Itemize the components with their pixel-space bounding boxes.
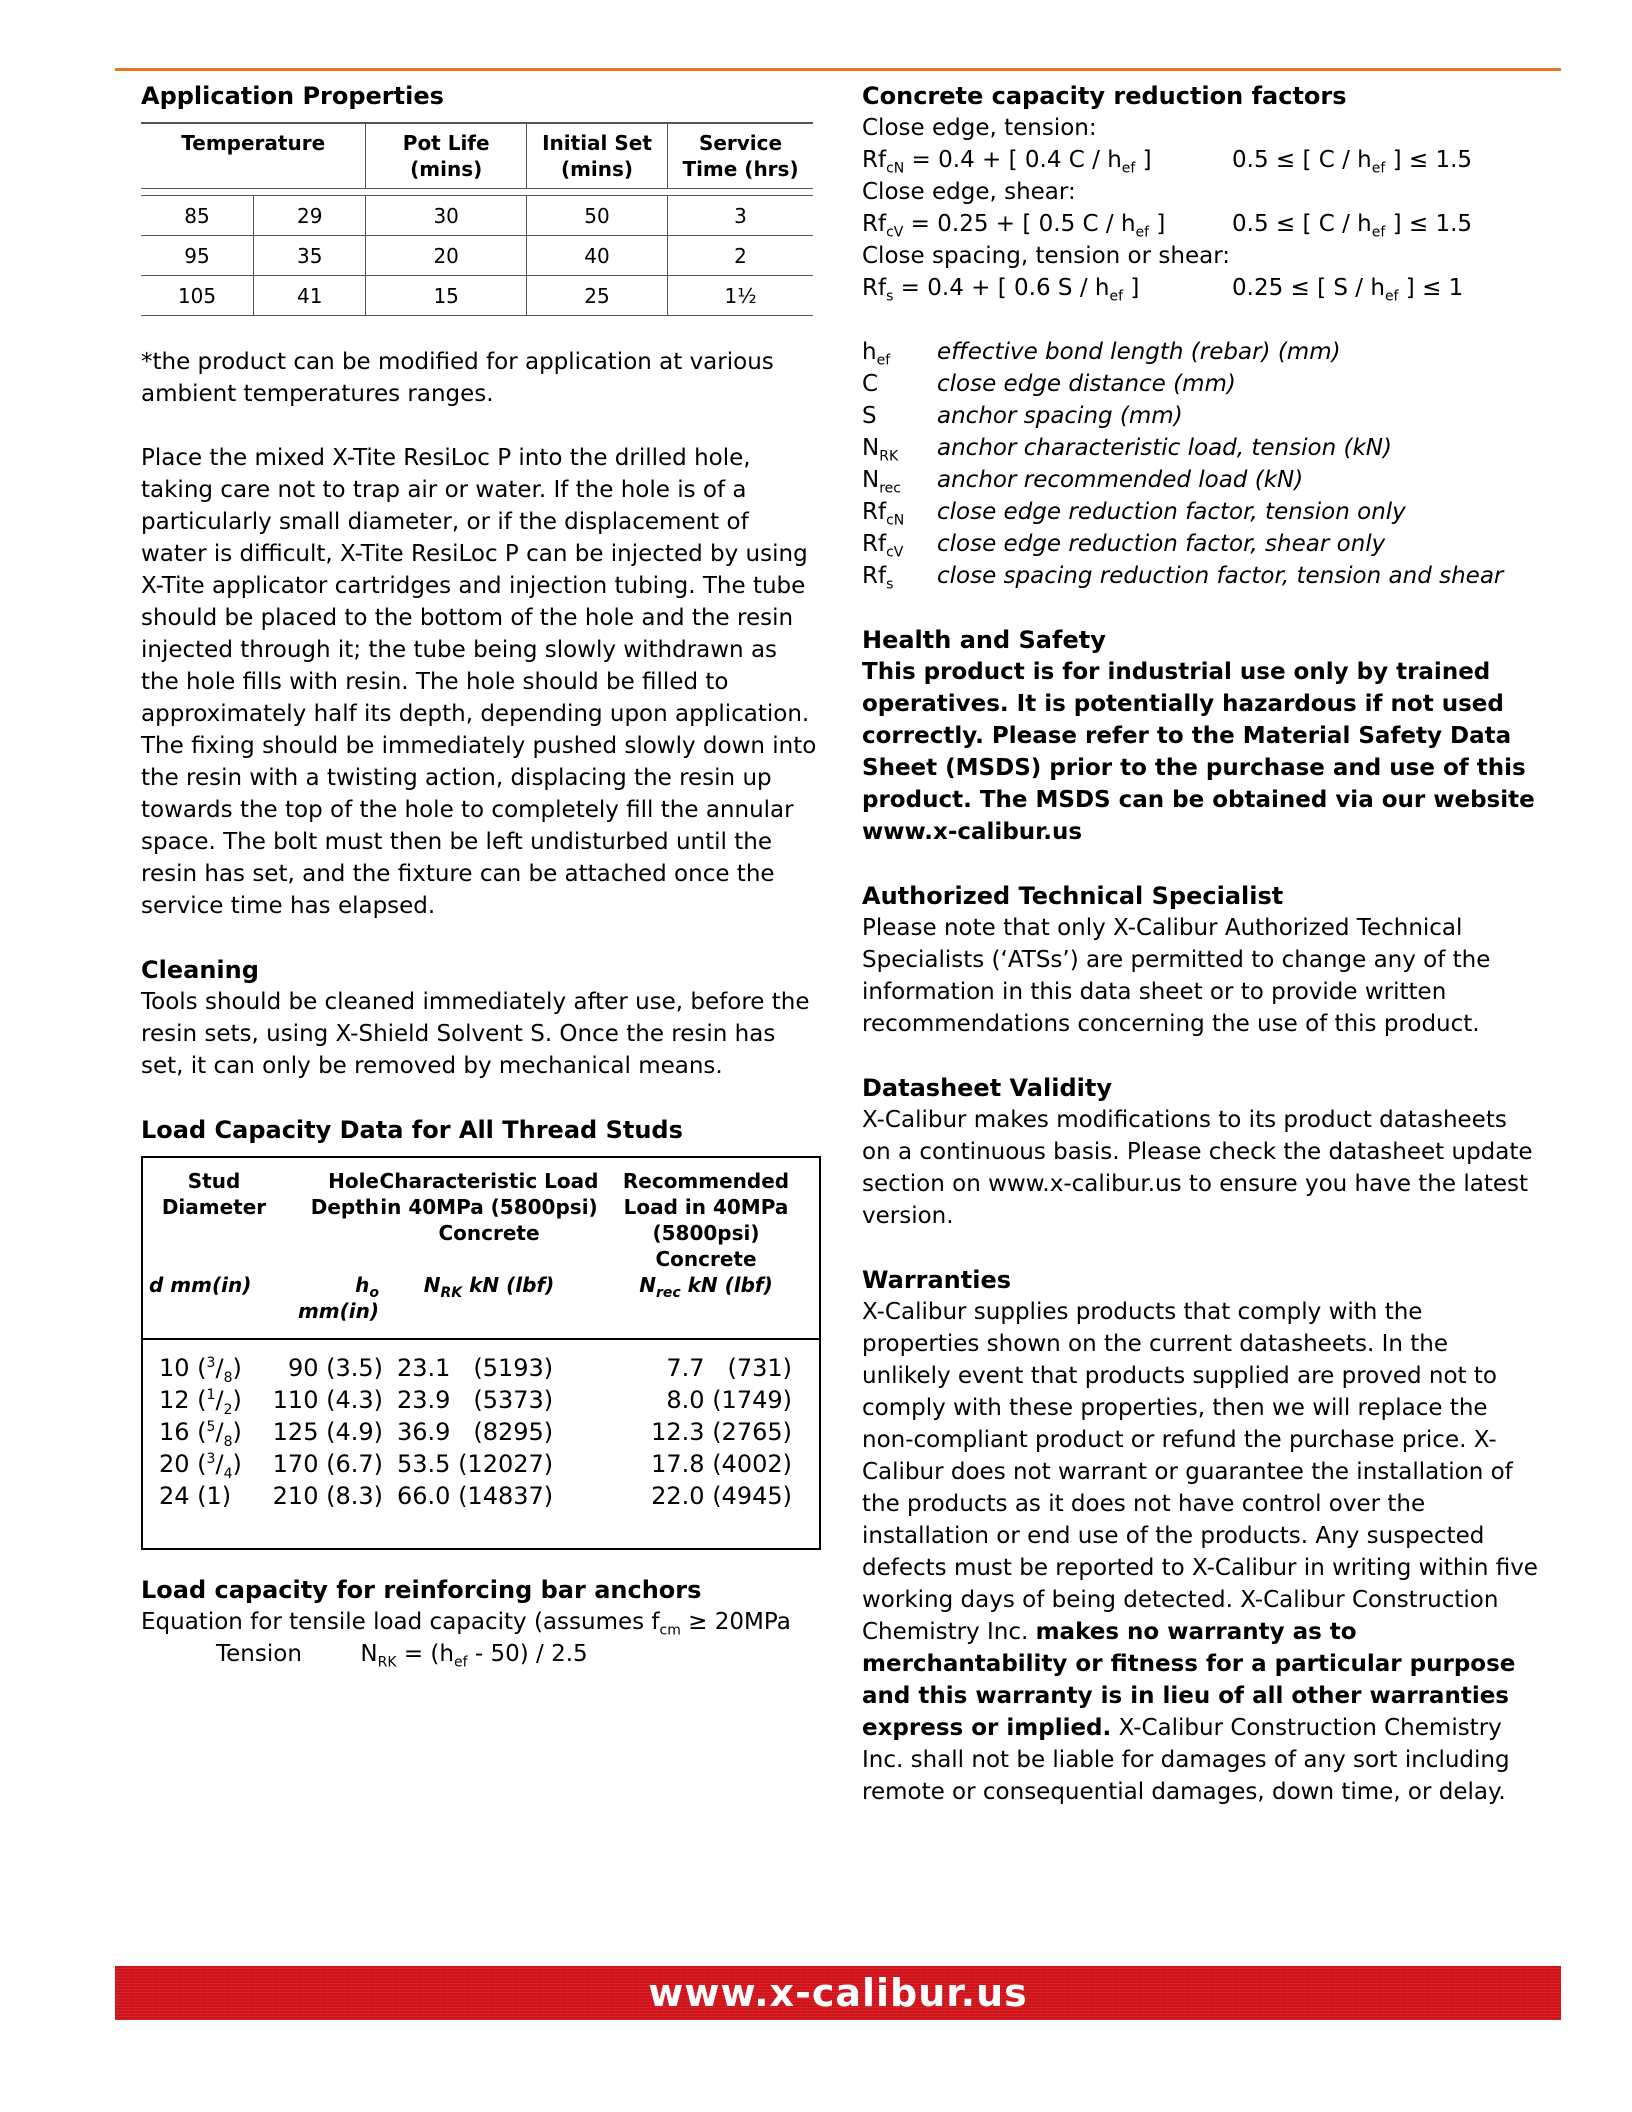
health-heading: Health and Safety <box>862 626 1106 654</box>
footer-banner <box>115 1966 1561 2020</box>
header-stud-diameter: Stud Diameter <box>161 1169 267 1219</box>
load-table-header <box>149 1168 813 1324</box>
list-item: $Rf_s$ close spacing reduction factor, tension and shear <box>862 563 1504 593</box>
table-row: 24 (1) 210 (8.3) 66.0 (14837) 22.0 (4945) <box>159 1482 792 1510</box>
table-row: 20 $(^3/_4)$ 170 (6.7) 53.5 (12027) 17.8 (4002) <box>159 1450 792 1482</box>
health-text: This product is for industrial use only by trained operatives. It is potentially hazardous if not used correctly. Please refer to the Material Safety Data Sheet (MSDS) prior to the purchase and use of this product. The MSDS can be obtained via our website www.x-calibur.us <box>862 659 1535 845</box>
header-recommended-load: Recommended Load in 40MPa (5800psi) Concrete <box>622 1169 790 1271</box>
table-row: 105 41 15 25 1½ <box>141 276 813 316</box>
list-item: $Rf_{cN}$ close edge reduction factor, tension only <box>862 499 1406 529</box>
list-item: C close edge distance (mm) <box>862 371 1236 397</box>
warranties-text: X-Calibur supplies products that comply with the properties shown on the current datasheets. In the unlikely event that products supplied are proved not to comply with these properties, then we will replace the non-compliant product or refund the purchase price. X-Calibur does not warrant or guarantee the installation of the products as it does not have control over the installation or end use of the products. Any suspected defects must be reported to X-Calibur in writing within five working days of being detected. X-Calibur Construction Chemistry Inc. makes no warranty as to merchantability or fitness for a particular purpose and this warranty is in lieu of all other warranties express or implied. X-Calibur Construction Chemistry Inc. shall not be liable for damages of any sort including remote or consequential damages, down time, or delay. <box>862 1299 1538 1805</box>
list-item: $N_{rec}$ anchor recommended load (kN) <box>862 467 1304 497</box>
table-row: 85 29 30 50 3 <box>141 196 813 236</box>
table-row: 16 $(^5/_8)$ 125 (4.9) 36.9 (8295) 12.3 (2765) <box>159 1418 792 1450</box>
cleaning-text: Tools should be cleaned immediately after use, before the resin sets, using X-Shield Solvent S. Once the resin has set, it can only be removed by mechanical means. <box>141 989 810 1079</box>
rebar-heading: Load capacity for reinforcing bar anchors <box>141 1576 702 1604</box>
table-row: 12 $(^1/_2)$ 110 (4.3) 23.9 (5373) 8.0 (1749) <box>159 1386 792 1418</box>
header-initial-set: Initial Set (mins) <box>526 123 667 189</box>
temperature-note: *the product can be modified for application at various ambient temperatures ranges. <box>141 349 774 407</box>
warranties-heading: Warranties <box>862 1266 1012 1294</box>
rebar-equation-text: Equation for tensile load capacity (assumes $f_{cm} \ge 20MPa$ <box>141 1609 791 1639</box>
unit-characteristic: $N_{RK}$ kN (lbf) <box>423 1273 555 1301</box>
unit-hole: $h_o$ mm(in) <box>297 1273 379 1323</box>
top-accent-line <box>115 68 1561 71</box>
unit-stud: d mm(in) <box>149 1273 252 1297</box>
reduction-heading: Concrete capacity reduction factors <box>862 82 1347 110</box>
cleaning-heading: Cleaning <box>141 956 259 984</box>
list-item: $Rf_{cV}$ close edge reduction factor, shear only <box>862 531 1386 561</box>
application-heading: Application Properties <box>141 82 444 110</box>
header-temperature: Temperature <box>141 123 366 189</box>
symbol-legend <box>862 336 1542 592</box>
header-pot-life: Pot Life (mins) <box>366 123 527 189</box>
table-row: 95 35 20 40 2 <box>141 236 813 276</box>
right-column: Concrete capacity reduction factors Close edge, tension: $Rf_{cN} = 0.4$ + [ 0.4 C / $h_{ef}$ ] 0.5 ≤ [ C / $h_{ef}$ ] ≤ 1.5 Close edge, shear: $Rf_{cV} = 0.25$ + [ 0.5 C / $h_{ef}$ ] 0.5 ≤ [ C / $h_{ef}$ ] ≤ 1.5 Close spacing, tension or shear: $Rf_s = 0.4$ + [ 0.6 S / $h_{ef}$ ] 0.25 ≤ [ S / $h_{ef}$ ] ≤ 1 $h_{ef}$ effective bond length (rebar) (mm) C close edge distance (mm) S anchor spacing (mm) $N_{RK}$ anchor characteristic load, tension (kN) $N_{rec}$ anchor recommended load (kN) $Rf_{cN}$ close edge reduction factor, tension only $Rf_{cV}$ close edge reduction factor, shear only $Rf_s$ close spacing reduction factor, tension and shear Health and Safety This product is for industrial use only by trained operatives. It is potentially hazardous if not used correctly. Please refer to the Material Safety Data Sheet (MSDS) prior to the purchase and use of this product. The MSDS can be obtained via our website www.x-calibur.us Authorized Technical Specialist Please note that only X-Calibur Authorized Technical Specialists (‘ATSs’) are permitted to change any of the information in this data sheet or to provide written recommendations concerning the use of this product. Datasheet Validity X-Calibur makes modifications to its product datasheets on a continuous basis. Please check the datasheet update section on www.x-calibur.us to ensure you have the latest version. Warranties X-Calibur supplies products that comply with the properties shown on the current datasheets. In the unlikely event that products supplied are proved not to comply with these properties, then we will replace the non-compliant product or refund the purchase price. X-Calibur does not warrant or guarantee the installation of the products as it does not have control over the installation or end use of the products. Any suspected defects must be reported to X-Calibur in writing within five working days of being detected. X-Calibur Construction Chemistry Inc. makes no warranty as to merchantability or fitness for a particular purpose and this warranty is in lieu of all other warranties express or implied. X-Calibur Construction Chemistry Inc. shall not be liable for damages of any sort including remote or consequential damages, down time, or delay. <box>862 80 1542 1808</box>
list-item: S anchor spacing (mm) <box>862 403 1183 429</box>
header-characteristic-load: Characteristic Load in 40MPa (5800psi) Concrete <box>379 1169 599 1245</box>
formula-rfcn: $Rf_{cN} = 0.4$ + [ 0.4 C / $h_{ef}$ ] 0.5 ≤ [ C / $h_{ef}$ ] ≤ 1.5 <box>862 147 1473 177</box>
header-service-time: Service Time (hrs) <box>668 123 813 189</box>
left-column <box>141 80 821 1670</box>
application-table <box>141 122 813 316</box>
table-row: 10 $(^3/_8)$ 90 (3.5) 23.1 (5193) 7.7 (731) <box>159 1354 792 1386</box>
tension-equation: Tension $N_{RK} = (h_{ef} - 50) / 2.5$ <box>216 1641 588 1671</box>
ats-text: Please note that only X-Calibur Authorized Technical Specialists (‘ATSs’) are permitted to change any of the information in this data sheet or to provide written recommendations concerning the use of this product. <box>862 915 1491 1037</box>
unit-recommended: $N_{rec}$ kN (lbf) <box>639 1273 773 1301</box>
ats-heading: Authorized Technical Specialist <box>862 882 1284 910</box>
formula-rfs: $Rf_s = 0.4$ + [ 0.6 S / $h_{ef}$ ] 0.25 ≤ [ S / $h_{ef}$ ] ≤ 1 <box>862 275 1464 305</box>
validity-text: X-Calibur makes modifications to its product datasheets on a continuous basis. Please check the datasheet update section on www.x-calibur.us to ensure you have the latest version. <box>862 1107 1533 1229</box>
instructions-text: Place the mixed X-Tite ResiLoc P into the drilled hole, taking care not to trap air or water. If the hole is of a particularly small diameter, or if the displacement of water is difficult, X-Tite ResiLoc P can be injected by using X-Tite applicator cartridges and injection tubing. The tube should be placed to the bottom of the hole and the resin injected through it; the tube being slowly withdrawn as the hole fills with resin. The hole should be filled to approximately half its depth, depending upon application. The fixing should be immediately pushed slowly down into the resin with a twisting action, displacing the resin up towards the top of the hole to completely fill the annular space. The bolt must then be left undisturbed until the resin has set, and the fixture can be attached once the service time has elapsed. <box>141 445 817 919</box>
load-heading: Load Capacity Data for All Thread Studs <box>141 1116 683 1144</box>
list-item: $N_{RK}$ anchor characteristic load, tension (kN) <box>862 435 1392 465</box>
header-hole-depth: Hole Depth <box>310 1169 379 1219</box>
formula-rfcv: $Rf_{cV} = 0.25$ + [ 0.5 C / $h_{ef}$ ] 0.5 ≤ [ C / $h_{ef}$ ] ≤ 1.5 <box>862 211 1473 241</box>
validity-heading: Datasheet Validity <box>862 1074 1112 1102</box>
load-table <box>141 1156 821 1550</box>
footer-url-link[interactable]: www.x-calibur.us <box>648 1971 1028 2015</box>
list-item: $h_{ef}$ effective bond length (rebar) (mm) <box>862 339 1341 369</box>
